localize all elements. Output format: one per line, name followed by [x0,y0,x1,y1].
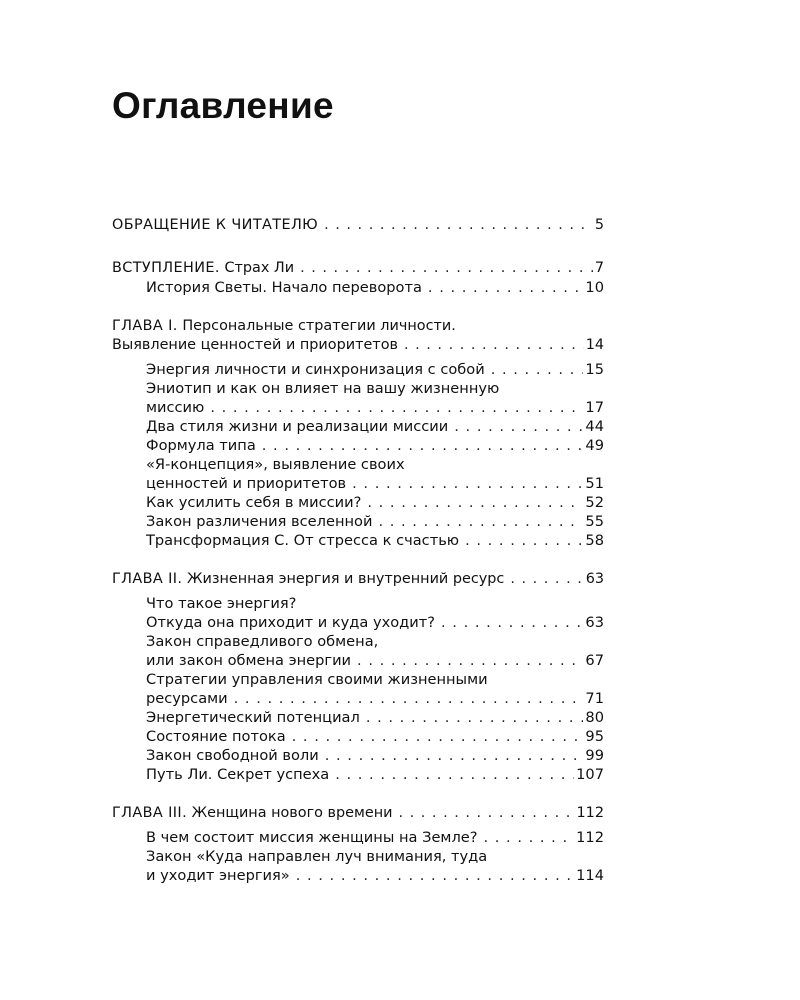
dot-leader [325,746,584,765]
dot-leader [234,689,584,708]
toc-entry-appeal[interactable] [112,216,604,235]
toc-subentry[interactable] [112,360,604,379]
dot-leader [484,828,575,847]
dot-leader [296,866,574,885]
toc-page-number: 114 [576,867,604,884]
dot-leader [210,398,583,417]
toc-page-number: 107 [576,766,604,783]
page-title: Оглавление [112,85,334,126]
toc-subentry[interactable] [112,727,604,746]
toc-entry-label: ГЛАВА II. Жизненная энергия и внутренний ресурс [112,571,505,587]
toc-page-number: 5 [594,217,604,233]
toc-subentry-label: Трансформация С. От стресса к счастью [146,532,460,549]
table-of-contents [112,216,604,885]
dot-leader [491,360,584,379]
toc-page-number: 112 [576,805,604,821]
toc-entry-label: ВСТУПЛЕНИЕ. Страх Ли [112,260,295,276]
toc-subentry[interactable] [112,828,604,847]
toc-page-number: 15 [585,361,604,378]
dot-leader [300,259,593,278]
dot-leader [335,765,574,784]
toc-subentry[interactable] [112,278,604,297]
toc-page-number: 7 [594,260,604,276]
dot-leader [510,570,583,589]
toc-page-number: 67 [585,652,604,669]
toc-subentry-label: Формула типа [146,437,256,454]
toc-subentry[interactable] [112,689,604,708]
dot-leader [292,727,584,746]
dot-leader [357,651,583,670]
toc-subentry-label: Эниотип и как он влияет на вашу жизненную [146,380,500,397]
toc-subentry[interactable] [112,417,604,436]
toc-subentry[interactable] [112,474,604,493]
dot-leader [366,708,584,727]
toc-entry-label: Выявление ценностей и приоритетов [112,337,398,353]
toc-entry-label: ОБРАЩЕНИЕ К ЧИТАТЕЛЮ [112,217,319,233]
toc-subentry[interactable] [112,436,604,455]
toc-subentry[interactable] [112,746,604,765]
toc-subentry[interactable] [112,847,604,866]
toc-chapter-1-line1[interactable] [112,317,604,336]
toc-subentry-label: миссию [146,399,205,416]
toc-page-number: 58 [585,532,604,549]
toc-subentry-label: Откуда она приходит и куда уходит? [146,614,436,631]
dot-leader [262,436,584,455]
toc-entry-label: ГЛАВА I. Персональные стратегии личности. [112,318,456,334]
toc-subentry-label: Закон «Куда направлен луч внимания, туда [146,848,488,865]
toc-page-number: 51 [585,475,604,492]
toc-subentry-label: Энергетический потенциал [146,709,360,726]
toc-page-number: 95 [585,728,604,745]
toc-page-number: 17 [585,399,604,416]
toc-subentry[interactable] [112,651,604,670]
dot-leader [465,531,583,550]
toc-subentry-label: Стратегии управления своими жизненными [146,671,488,688]
toc-chapter-3[interactable] [112,804,604,823]
toc-subentry-label: В чем состоит миссия женщины на Земле? [146,829,478,846]
toc-subentry-label: ценностей и приоритетов [146,475,347,492]
toc-subentry-label: Путь Ли. Секрет успеха [146,766,330,783]
toc-page-number: 14 [585,337,604,353]
toc-chapter-2[interactable] [112,570,604,589]
toc-subentry[interactable] [112,708,604,727]
toc-subentry[interactable] [112,765,604,784]
toc-subentry[interactable] [112,594,604,613]
toc-subentry-label: История Светы. Начало переворота [146,279,422,296]
toc-page-number: 49 [585,437,604,454]
toc-entry-intro[interactable] [112,259,604,278]
toc-subentry-label: Состояние потока [146,728,286,745]
dot-leader [428,278,584,297]
toc-entry-label: ГЛАВА III. Женщина нового времени [112,805,393,821]
toc-page-number: 80 [585,709,604,726]
dot-leader [352,474,583,493]
toc-subentry-label: Что такое энергия? [146,595,297,612]
toc-subentry[interactable] [112,531,604,550]
toc-page-number: 52 [585,494,604,511]
toc-subentry[interactable] [112,670,604,689]
toc-subentry[interactable] [112,379,604,398]
toc-subentry-label: Закон различения вселенной [146,513,373,530]
toc-chapter-1-line2[interactable] [112,336,604,355]
toc-page-number: 63 [585,571,604,587]
toc-subentry-label: «Я-концепция», выявление своих [146,456,405,473]
toc-page-number: 71 [585,690,604,707]
dot-leader [378,512,583,531]
toc-page-number: 44 [585,418,604,435]
toc-subentry[interactable] [112,866,604,885]
dot-leader [404,336,584,355]
toc-subentry[interactable] [112,632,604,651]
toc-subentry[interactable] [112,493,604,512]
toc-page-number: 10 [585,279,604,296]
toc-page-number: 63 [585,614,604,631]
dot-leader [441,613,583,632]
toc-subentry[interactable] [112,512,604,531]
dot-leader [398,804,574,823]
toc-subentry-label: Закон справедливого обмена, [146,633,379,650]
toc-page-number: 112 [576,829,604,846]
toc-page-number: 99 [585,747,604,764]
toc-subentry[interactable] [112,455,604,474]
toc-page-number: 55 [585,513,604,530]
dot-leader [367,493,583,512]
dot-leader [454,417,583,436]
toc-subentry[interactable] [112,398,604,417]
toc-subentry-label: Закон свободной воли [146,747,319,764]
toc-subentry-label: и уходит энергия» [146,867,290,884]
toc-subentry-label: Как усилить себя в миссии? [146,494,362,511]
toc-subentry-label: Два стиля жизни и реализации миссии [146,418,449,435]
toc-subentry[interactable] [112,613,604,632]
toc-subentry-label: Энергия личности и синхронизация с собой [146,361,485,378]
toc-subentry-label: ресурсами [146,690,228,707]
dot-leader [324,216,593,235]
toc-subentry-label: или закон обмена энергии [146,652,352,669]
